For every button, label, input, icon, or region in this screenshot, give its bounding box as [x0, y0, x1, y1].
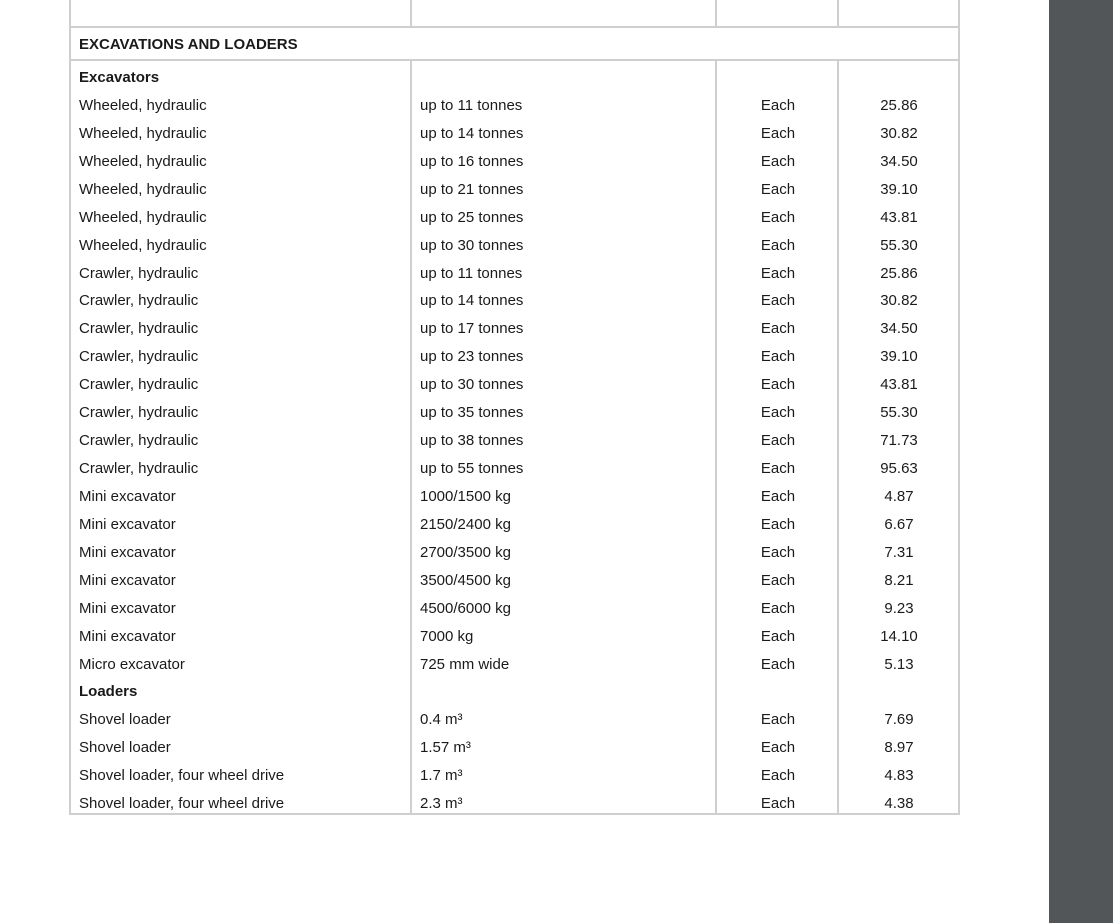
item-rate: 5.13 [884, 655, 914, 673]
item-description: Crawler, hydraulic [79, 376, 199, 394]
item-specification: up to 38 tonnes [420, 432, 524, 450]
table-row [69, 567, 960, 595]
item-unit: Each [760, 571, 796, 589]
table-row [69, 371, 960, 399]
item-unit: Each [760, 208, 796, 226]
table-row [69, 511, 960, 539]
item-specification: 4500/6000 kg [420, 599, 511, 617]
item-rate: 55.30 [880, 404, 918, 422]
item-description: Mini excavator [79, 543, 176, 561]
table-row [69, 92, 960, 120]
item-unit: Each [760, 292, 796, 310]
item-description: Mini excavator [79, 571, 176, 589]
table-row [69, 623, 960, 651]
item-description: Mini excavator [79, 627, 176, 645]
item-rate: 39.10 [880, 180, 918, 198]
item-unit: Each [760, 124, 796, 142]
table-row [69, 483, 960, 511]
item-description: Crawler, hydraulic [79, 460, 199, 478]
row-divider [69, 26, 960, 28]
item-description: Wheeled, hydraulic [79, 208, 207, 226]
item-description: Shovel loader [79, 711, 171, 729]
item-rate: 7.69 [884, 711, 914, 729]
table-row [69, 343, 960, 371]
item-rate: 55.30 [880, 236, 918, 254]
item-specification: up to 17 tonnes [420, 320, 524, 338]
item-specification: 2700/3500 kg [420, 543, 511, 561]
table-row [69, 455, 960, 483]
item-unit: Each [760, 655, 796, 673]
item-unit: Each [760, 264, 796, 282]
item-unit: Each [760, 236, 796, 254]
item-specification: up to 23 tonnes [420, 348, 524, 366]
table-row [69, 651, 960, 679]
item-rate: 7.31 [884, 543, 914, 561]
table-row [69, 706, 960, 734]
item-specification: up to 25 tonnes [420, 208, 524, 226]
item-unit: Each [760, 460, 796, 478]
item-unit: Each [760, 711, 796, 729]
item-rate: 34.50 [880, 320, 918, 338]
table-row [69, 315, 960, 343]
item-rate: 30.82 [880, 124, 918, 142]
item-unit: Each [760, 348, 796, 366]
table-row [69, 287, 960, 315]
item-unit: Each [760, 404, 796, 422]
item-unit: Each [760, 487, 796, 505]
table-row [69, 399, 960, 427]
table-row [69, 204, 960, 232]
item-rate: 4.87 [884, 487, 914, 505]
item-unit: Each [760, 627, 796, 645]
item-specification: up to 55 tonnes [420, 460, 524, 478]
item-rate: 71.73 [880, 432, 918, 450]
item-description: Shovel loader [79, 739, 171, 757]
item-specification: up to 30 tonnes [420, 376, 524, 394]
item-unit: Each [760, 320, 796, 338]
item-unit: Each [760, 96, 796, 114]
price-table [69, 0, 960, 815]
item-unit: Each [760, 599, 796, 617]
item-specification: 3500/4500 kg [420, 571, 511, 589]
item-rate: 25.86 [880, 96, 918, 114]
row-divider [69, 59, 960, 61]
item-rate: 95.63 [880, 460, 918, 478]
item-unit: Each [760, 515, 796, 533]
table-subheading-row [69, 64, 960, 92]
table-row [69, 539, 960, 567]
item-description: Wheeled, hydraulic [79, 124, 207, 142]
item-unit: Each [760, 739, 796, 757]
item-description: Crawler, hydraulic [79, 404, 199, 422]
item-specification: 0.4 m³ [420, 711, 463, 729]
item-rate: 30.82 [880, 292, 918, 310]
table-subheading-row [69, 678, 960, 706]
column-divider [715, 0, 717, 27]
table-row [69, 595, 960, 623]
table-row [69, 790, 960, 818]
subheading-label: Loaders [79, 683, 138, 701]
table-row [69, 232, 960, 260]
item-unit: Each [760, 432, 796, 450]
table-row [69, 176, 960, 204]
item-rate: 9.23 [884, 599, 914, 617]
viewer-side-panel [1049, 0, 1113, 923]
item-unit: Each [760, 543, 796, 561]
item-description: Shovel loader, four wheel drive [79, 795, 285, 813]
item-rate: 4.83 [884, 767, 914, 785]
item-specification: 2150/2400 kg [420, 515, 511, 533]
item-rate: 8.97 [884, 739, 914, 757]
item-specification: up to 11 tonnes [420, 96, 523, 114]
item-specification: 1.7 m³ [420, 767, 463, 785]
item-rate: 8.21 [884, 571, 914, 589]
item-specification: 7000 kg [420, 627, 474, 645]
item-description: Crawler, hydraulic [79, 264, 199, 282]
table-row [69, 734, 960, 762]
table-row [69, 762, 960, 790]
subheading-label: Excavators [79, 69, 160, 86]
item-specification: up to 30 tonnes [420, 236, 524, 254]
item-unit: Each [760, 152, 796, 170]
item-description: Crawler, hydraulic [79, 320, 199, 338]
table-row [69, 120, 960, 148]
item-specification: up to 21 tonnes [420, 180, 524, 198]
column-divider [837, 0, 839, 27]
item-specification: up to 16 tonnes [420, 152, 524, 170]
item-description: Mini excavator [79, 487, 176, 505]
item-description: Crawler, hydraulic [79, 432, 199, 450]
item-description: Micro excavator [79, 655, 185, 673]
table-row [69, 260, 960, 288]
table-row [69, 148, 960, 176]
item-rate: 34.50 [880, 152, 918, 170]
item-unit: Each [760, 795, 796, 813]
item-specification: 725 mm wide [420, 655, 510, 673]
item-description: Crawler, hydraulic [79, 348, 199, 366]
item-specification: 1.57 m³ [420, 739, 471, 757]
section-heading: EXCAVATIONS AND LOADERS [79, 36, 298, 53]
item-specification: up to 14 tonnes [420, 124, 524, 142]
item-specification: 1000/1500 kg [420, 487, 511, 505]
item-description: Wheeled, hydraulic [79, 96, 207, 114]
item-rate: 43.81 [880, 208, 918, 226]
item-rate: 14.10 [880, 627, 918, 645]
item-rate: 39.10 [880, 348, 918, 366]
table-row [69, 427, 960, 455]
item-specification: 2.3 m³ [420, 795, 463, 813]
item-rate: 6.67 [884, 515, 914, 533]
item-specification: up to 35 tonnes [420, 404, 524, 422]
item-unit: Each [760, 767, 796, 785]
item-description: Wheeled, hydraulic [79, 152, 207, 170]
item-unit: Each [760, 376, 796, 394]
item-specification: up to 14 tonnes [420, 292, 524, 310]
item-description: Mini excavator [79, 515, 176, 533]
item-description: Shovel loader, four wheel drive [79, 767, 285, 785]
item-description: Wheeled, hydraulic [79, 236, 207, 254]
item-rate: 43.81 [880, 376, 918, 394]
item-specification: up to 11 tonnes [420, 264, 523, 282]
item-unit: Each [760, 180, 796, 198]
item-description: Mini excavator [79, 599, 176, 617]
item-rate: 25.86 [880, 264, 918, 282]
item-description: Wheeled, hydraulic [79, 180, 207, 198]
item-description: Crawler, hydraulic [79, 292, 199, 310]
column-divider [410, 0, 412, 27]
item-rate: 4.38 [884, 795, 914, 813]
